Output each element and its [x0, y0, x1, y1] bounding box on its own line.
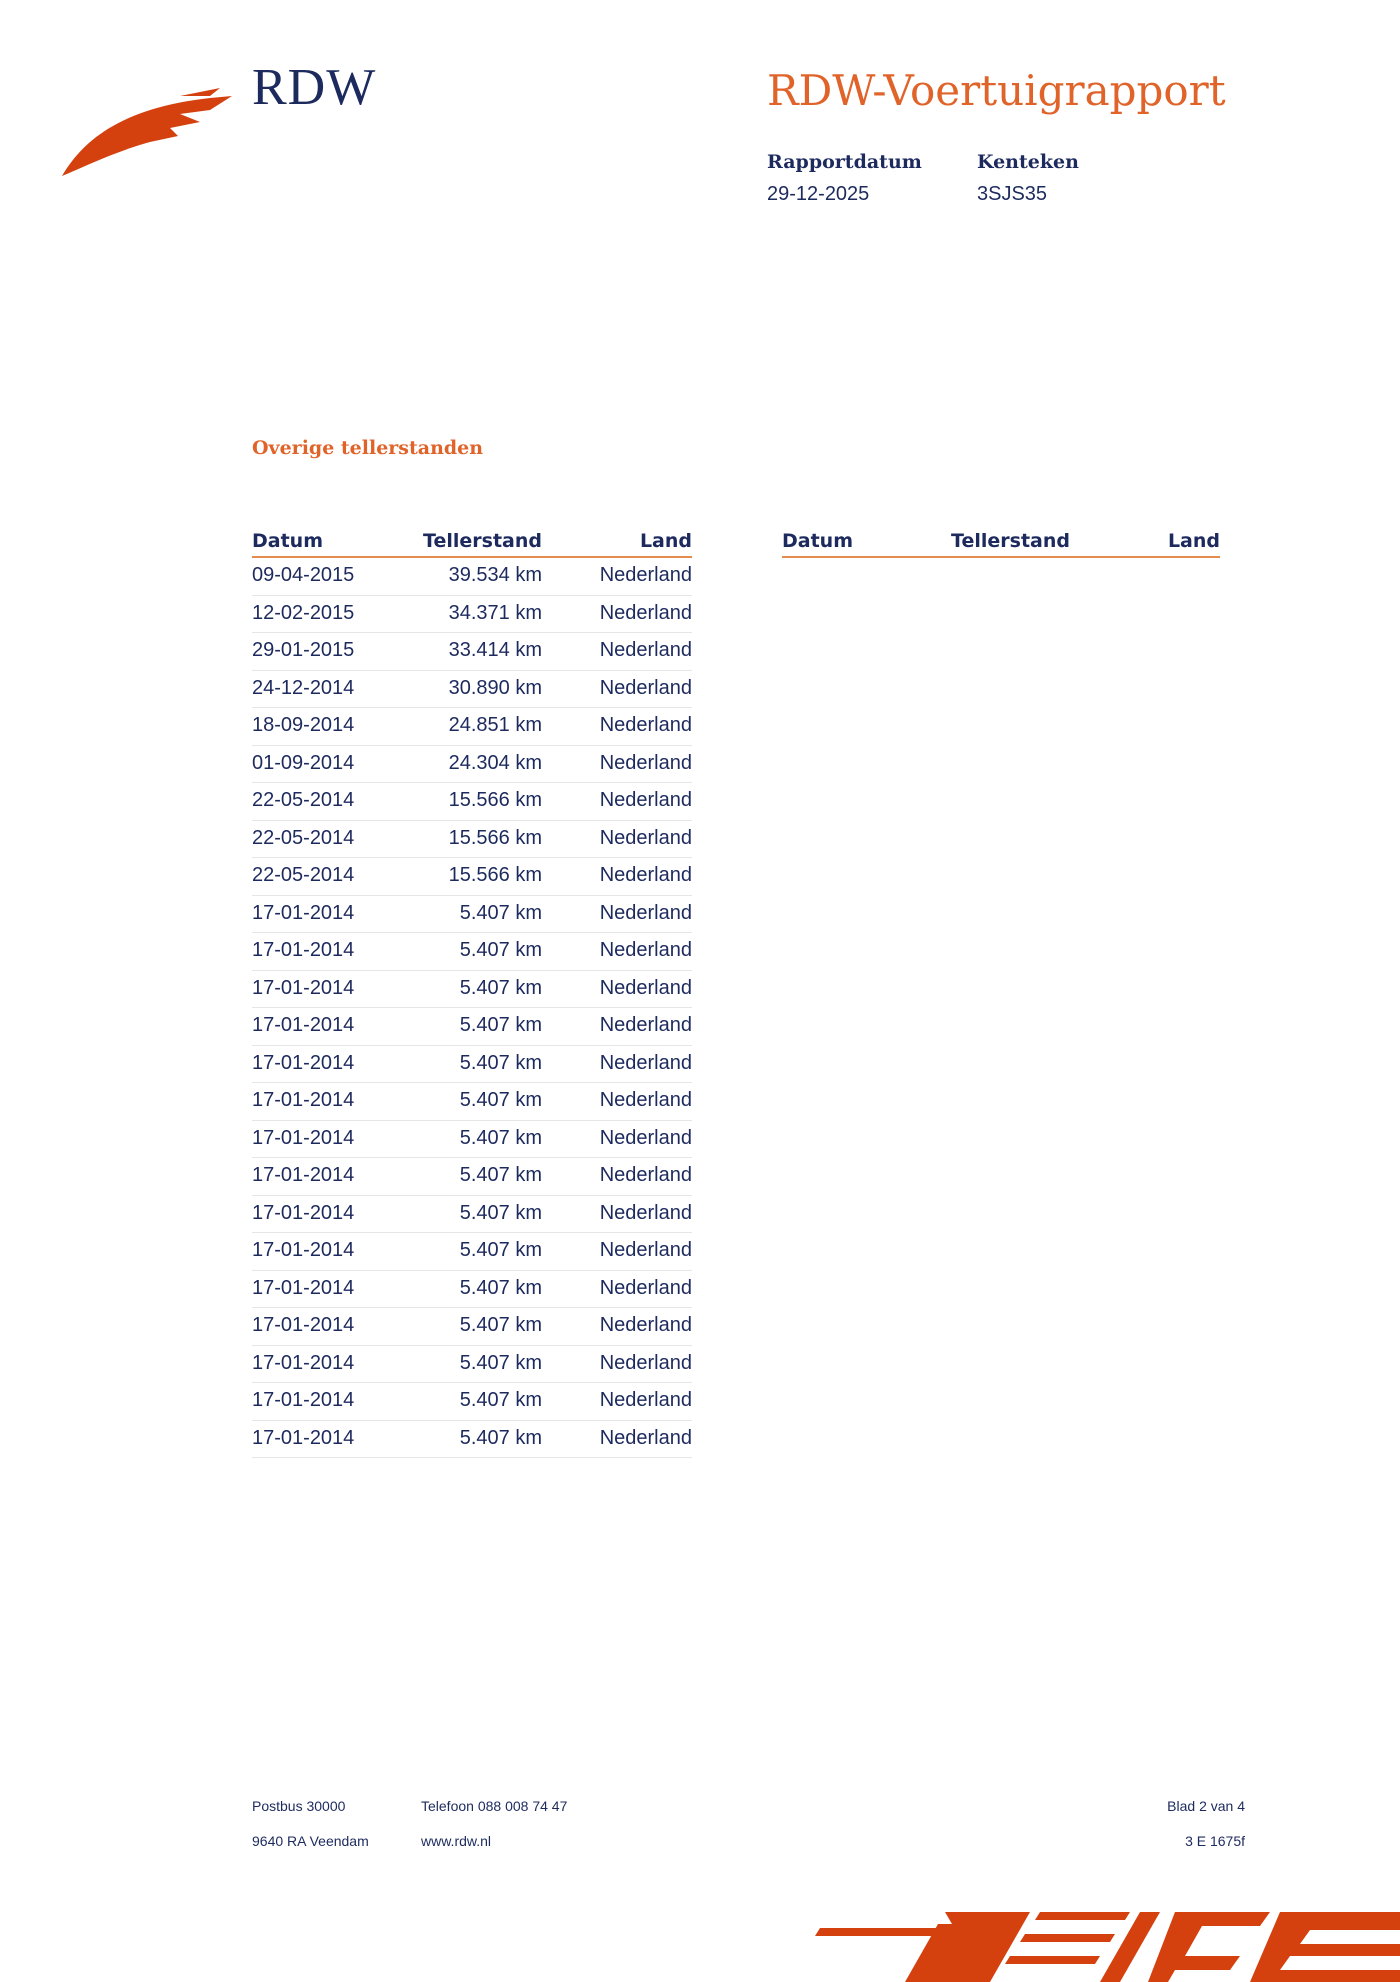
odometer-table-right — [782, 530, 1220, 558]
table-header-right — [782, 530, 1220, 558]
table-row — [252, 1046, 692, 1084]
table-row — [252, 1008, 692, 1046]
rdw-logo-text: RDW — [252, 59, 377, 116]
table-row — [252, 896, 692, 934]
footer-code: 3 E 1675f — [1185, 1833, 1245, 1849]
footer-address: 9640 RA Veendam — [252, 1833, 369, 1849]
table-row — [252, 1421, 692, 1459]
cell-datum: 29-01-2015 — [252, 639, 355, 661]
table-row — [252, 1196, 692, 1234]
cell-tellerstand: 5.407 km — [459, 939, 542, 961]
cell-tellerstand: 5.407 km — [459, 1314, 542, 1336]
odometer-table — [252, 530, 692, 1458]
cell-land: Nederland — [599, 939, 692, 961]
cell-tellerstand: 39.534 km — [448, 564, 542, 586]
cell-land: Nederland — [599, 1201, 692, 1224]
cell-datum: 22-05-2014 — [252, 864, 355, 886]
cell-land: Nederland — [599, 1276, 692, 1299]
table-row — [252, 1121, 692, 1159]
cell-datum: 24-12-2014 — [252, 676, 355, 699]
cell-tellerstand: 5.407 km — [459, 901, 542, 924]
rdw-wing-logo-icon — [60, 88, 235, 183]
cell-land: Nederland — [599, 1351, 692, 1374]
kenteken-label: Kenteken — [977, 151, 1079, 173]
table-header — [252, 530, 692, 558]
cell-datum: 12-02-2015 — [252, 601, 355, 624]
cell-datum: 17-01-2014 — [252, 1126, 355, 1149]
cell-land: Nederland — [599, 1051, 692, 1074]
cell-tellerstand: 5.407 km — [459, 1014, 542, 1036]
cell-land: Nederland — [599, 1164, 692, 1186]
table-row — [252, 596, 692, 634]
table-row — [252, 708, 692, 746]
cell-tellerstand: 15.566 km — [448, 789, 542, 811]
table-row — [252, 1308, 692, 1346]
report-title: RDW-Voertuigrapport — [767, 66, 1226, 115]
cell-datum: 17-01-2014 — [252, 939, 355, 961]
footer-postbus: Postbus 30000 — [252, 1798, 346, 1814]
table-row — [252, 821, 692, 859]
table-row — [252, 1271, 692, 1309]
cell-datum: 17-01-2014 — [252, 1051, 355, 1074]
table-row — [252, 1083, 692, 1121]
cell-tellerstand: 5.407 km — [459, 1089, 542, 1111]
section-title: Overige tellerstanden — [252, 437, 484, 459]
column-header-tellerstand-right: Tellerstand — [951, 530, 1070, 552]
cell-tellerstand: 5.407 km — [459, 1051, 542, 1074]
cell-tellerstand: 5.407 km — [459, 1201, 542, 1224]
cell-land: Nederland — [599, 564, 692, 586]
cell-land: Nederland — [599, 1426, 692, 1449]
cell-tellerstand: 5.407 km — [459, 1389, 542, 1411]
table-row — [252, 1233, 692, 1271]
table-row — [252, 633, 692, 671]
rapportdatum-label: Rapportdatum — [767, 151, 922, 173]
cell-datum: 17-01-2014 — [252, 1239, 355, 1261]
cell-land: Nederland — [599, 751, 692, 774]
cell-land: Nederland — [599, 1089, 692, 1111]
cell-datum: 17-01-2014 — [252, 1389, 355, 1411]
footer-telefoon: Telefoon 088 008 74 47 — [421, 1798, 568, 1814]
cell-tellerstand: 24.304 km — [448, 751, 542, 774]
table-row — [252, 1383, 692, 1421]
table-row — [252, 1346, 692, 1384]
cell-land: Nederland — [599, 714, 692, 736]
cell-land: Nederland — [599, 676, 692, 699]
cell-datum: 17-01-2014 — [252, 1089, 355, 1111]
cell-tellerstand: 24.851 km — [448, 714, 542, 736]
cell-tellerstand: 5.407 km — [459, 1351, 542, 1374]
column-header-land: Land — [639, 530, 692, 552]
cell-datum: 22-05-2014 — [252, 789, 355, 811]
cell-land: Nederland — [599, 1014, 692, 1036]
table-row — [252, 1158, 692, 1196]
cell-tellerstand: 5.407 km — [459, 1276, 542, 1299]
cell-land: Nederland — [599, 1389, 692, 1411]
rapportdatum-value: 29-12-2025 — [767, 183, 870, 205]
cell-land: Nederland — [599, 826, 692, 849]
cell-tellerstand: 15.566 km — [448, 826, 542, 849]
cell-land: Nederland — [599, 1314, 692, 1336]
cell-datum: 17-01-2014 — [252, 1164, 355, 1186]
table-row — [252, 971, 692, 1009]
cell-land: Nederland — [599, 864, 692, 886]
cell-land: Nederland — [599, 901, 692, 924]
table-row — [252, 558, 692, 596]
cell-datum: 17-01-2014 — [252, 1014, 355, 1036]
cell-datum: 17-01-2014 — [252, 901, 355, 924]
cell-tellerstand: 30.890 km — [448, 676, 542, 699]
table-row — [252, 858, 692, 896]
cell-tellerstand: 34.371 km — [448, 601, 542, 624]
footer-website[interactable]: www.rdw.nl — [421, 1833, 492, 1849]
cell-datum: 17-01-2014 — [252, 1276, 355, 1299]
cell-datum: 09-04-2015 — [252, 564, 355, 586]
cell-datum: 17-01-2014 — [252, 1201, 355, 1224]
table-row — [252, 933, 692, 971]
cell-datum: 01-09-2014 — [252, 751, 355, 774]
cell-datum: 17-01-2014 — [252, 1426, 355, 1449]
cell-datum: 17-01-2014 — [252, 1351, 355, 1374]
table-row — [252, 746, 692, 784]
cell-datum: 18-09-2014 — [252, 714, 355, 736]
cell-datum: 22-05-2014 — [252, 826, 355, 849]
rdw-stripes-graphic — [810, 1900, 1400, 1982]
cell-tellerstand: 33.414 km — [448, 639, 542, 661]
cell-tellerstand: 5.407 km — [459, 1239, 542, 1261]
cell-tellerstand: 5.407 km — [459, 976, 542, 999]
cell-tellerstand: 5.407 km — [459, 1164, 542, 1186]
cell-land: Nederland — [599, 976, 692, 999]
table-body — [252, 558, 692, 1458]
footer-page-number: Blad 2 van 4 — [1167, 1798, 1245, 1814]
table-row — [252, 783, 692, 821]
cell-tellerstand: 5.407 km — [459, 1126, 542, 1149]
table-row — [252, 671, 692, 709]
cell-tellerstand: 5.407 km — [459, 1426, 542, 1449]
cell-land: Nederland — [599, 1126, 692, 1149]
cell-land: Nederland — [599, 789, 692, 811]
column-header-datum: Datum — [252, 530, 323, 552]
cell-land: Nederland — [599, 1239, 692, 1261]
column-header-datum-right: Datum — [782, 530, 853, 552]
cell-land: Nederland — [599, 601, 692, 624]
column-header-land-right: Land — [1167, 530, 1220, 552]
cell-datum: 17-01-2014 — [252, 1314, 355, 1336]
cell-tellerstand: 15.566 km — [448, 864, 542, 886]
column-header-tellerstand: Tellerstand — [423, 530, 542, 552]
kenteken-value: 3SJS35 — [977, 183, 1048, 205]
cell-datum: 17-01-2014 — [252, 976, 355, 999]
cell-land: Nederland — [599, 639, 692, 661]
